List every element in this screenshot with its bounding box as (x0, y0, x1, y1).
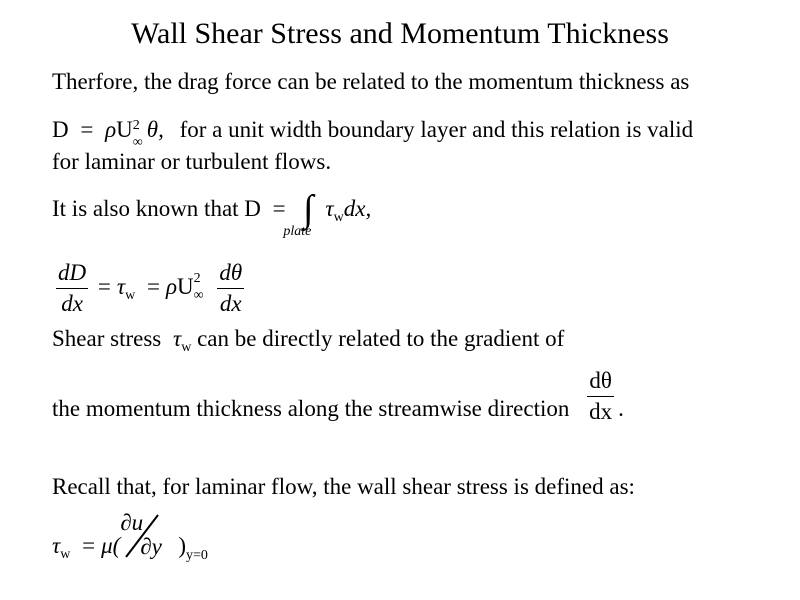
wall-shear-equation (52, 510, 208, 564)
frac-gradient (587, 366, 614, 427)
wall-mu: μ( (101, 533, 121, 558)
shear-stress-pre: Shear stress (52, 326, 162, 351)
eq3-u-exp: 2 (193, 270, 201, 286)
wall-equals: = (82, 533, 96, 558)
eq-d-theta: θ, (146, 117, 164, 142)
integral-equals: = (272, 196, 286, 221)
frac-dtheta-den: dx (219, 291, 242, 316)
eq-d-equals: = (80, 117, 94, 142)
eq3-equals-2: = (146, 273, 160, 299)
wall-slash-fraction (120, 510, 178, 563)
wall-close-paren: ) (178, 533, 186, 558)
eq-d-u-scripts (132, 116, 147, 150)
drag-equation-line (52, 116, 694, 150)
eq3-equals-1: = (97, 273, 111, 299)
eq-d-u: U (116, 117, 133, 142)
integral-intro-text: It is also known that D (52, 196, 261, 221)
paragraph-drag-intro: Therfore, the drag force can be related to the momentum thickness as (52, 69, 690, 94)
integral-tau: τ (325, 196, 334, 221)
drag-derivative-equation (52, 258, 248, 319)
integral-line (52, 188, 372, 239)
frac-dd-dx (56, 258, 88, 319)
integral-symbol: ∫ (303, 188, 314, 230)
frac-dtheta-dx (217, 258, 244, 319)
eq3-u: U (177, 273, 194, 299)
shear-stress-tau: τ (172, 326, 182, 351)
integral-limit: plate (283, 224, 312, 239)
gradient-line (52, 366, 624, 427)
eq-d-lhs: D (52, 117, 69, 142)
frac-dtheta-num: dθ (217, 258, 244, 289)
gradient-period: . (618, 395, 624, 421)
eq-d-u-exp: 2 (132, 118, 140, 133)
shear-stress-tau-sub: w (181, 340, 192, 355)
wall-tau: τ (52, 533, 61, 558)
slide-title: Wall Shear Stress and Momentum Thickness (131, 17, 669, 50)
integral-tau-sub: w (333, 210, 344, 225)
wall-dy: ∂y (140, 534, 162, 559)
paragraph-flow-types: for laminar or turbulent flows. (52, 149, 332, 174)
laminar-recall-text: Recall that, for laminar flow, the wall shear stress is defined as: (52, 474, 635, 499)
eq-d-rho: ρ (105, 117, 117, 142)
eq3-tau-sub: w (125, 287, 136, 303)
integral-sign (283, 188, 325, 239)
frac-gradient-num: dθ (587, 366, 614, 397)
wall-condition: y=0 (185, 548, 208, 563)
frac-dd-den: dx (61, 291, 83, 316)
eq3-tau: τ (116, 273, 126, 299)
gradient-text: the momentum thickness along the streamwise direction (52, 395, 570, 421)
shear-stress-post: can be directly related to the gradient of (197, 326, 565, 351)
integral-dx: dx, (343, 196, 372, 221)
shear-stress-line (52, 325, 564, 357)
frac-dd-num: dD (56, 258, 88, 289)
eq-d-u-inf: ∞ (132, 135, 143, 150)
wall-du: ∂u (120, 510, 144, 535)
frac-gradient-den: dx (589, 399, 613, 424)
eq3-u-inf: ∞ (193, 287, 204, 303)
eq3-rho: ρ (165, 273, 177, 299)
wall-tau-sub: w (60, 547, 71, 562)
eq3-u-scripts (193, 270, 208, 303)
paragraph-drag-relation: for a unit width boundary layer and this relation is valid (179, 117, 694, 142)
